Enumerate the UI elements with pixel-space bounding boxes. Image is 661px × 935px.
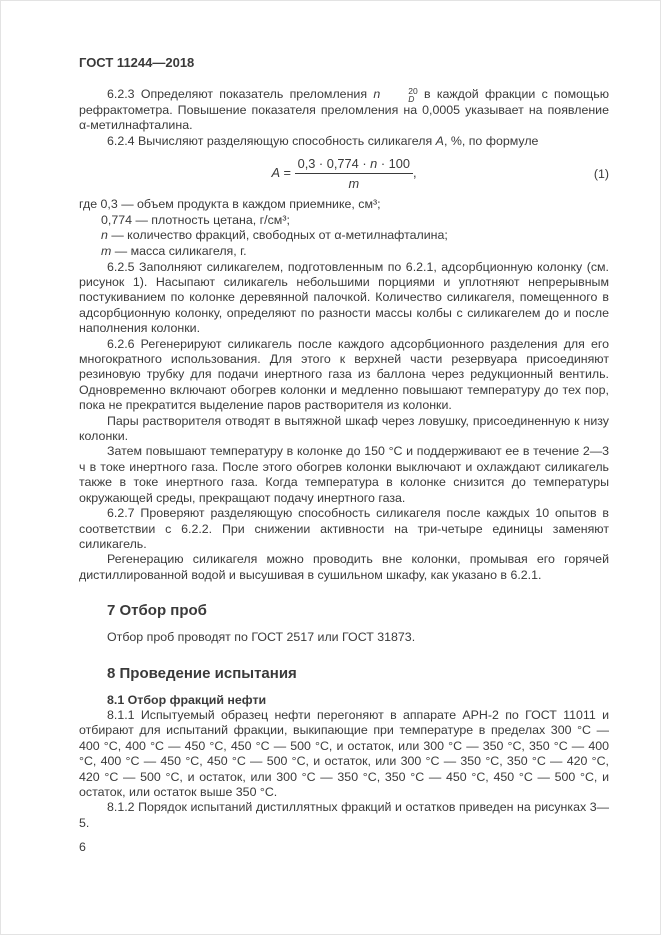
paragraph-6-2-4 — [79, 134, 609, 149]
page-content — [79, 55, 609, 831]
refraction-index-supsub — [380, 87, 417, 103]
paragraph-6-2-5: 6.2.5 Заполняют силикагелем, подготовленным по 6.2.1, адсорбционную колонку (см. рисунок 1). Насыпают силикагель небольшими порциями и уплотняют непрерывным постукиванием по колонке деревянной палочкой. Количество силикагеля, помещенного в адсорбционную колонку, определяют по разности массы колбы с силикагелем до и после наполнения колонки. — [79, 259, 609, 336]
doc-id: ГОСТ 11244—2018 — [79, 55, 195, 70]
refraction-index-symbol: n — [373, 87, 381, 101]
paragraph-regeneration: Регенерацию силикагеля можно проводить вне колонки, промывая его горячей дистиллированной водой и высушивая в сушильном шкафу, как указано в 6.2.1. — [79, 552, 609, 582]
paragraph-6-2-3-text-1: 6.2.3 Определяют показатель преломления — [107, 87, 374, 101]
page-number: 6 — [79, 840, 86, 854]
formula-comma: , — [413, 165, 417, 181]
definition-m-term: m — [101, 244, 112, 258]
refraction-index-superscript: 20 — [408, 86, 418, 96]
definition-n-term: n — [101, 228, 108, 243]
paragraph-7-sampling: Отбор проб проводят по ГОСТ 2517 или ГОСТ 31873. — [107, 630, 416, 645]
definition-density-term: 0,774 — [101, 212, 133, 227]
formula-numerator — [295, 156, 413, 174]
paragraph-6-2-4-text-2: , %, по формуле — [443, 133, 539, 148]
paragraph-6-2-3-text-2: в каждой фракции с помощью рефрактометра. Повышение показателя преломления на 0,0005 указывает на появление α-метилнафталина. — [79, 87, 610, 133]
definition-density — [79, 213, 609, 229]
formula-numerator-text-2: · 100 — [377, 156, 410, 172]
refraction-index-subscript: D — [408, 94, 415, 104]
definition-m-desc: — масса силикагеля, г. — [111, 244, 247, 258]
formula-lhs: A — [271, 165, 280, 181]
formula-definitions — [79, 197, 609, 259]
formula-variable-n: n — [370, 156, 378, 172]
definition-volume-prefix: где — [79, 197, 101, 212]
paragraph-6-2-4-text-1: 6.2.4 Вычисляют разделяющую способность силикагеля — [107, 133, 436, 148]
section-heading-7: 7 Отбор проб — [107, 602, 207, 620]
formula-denominator: m — [348, 176, 360, 192]
definition-n-desc: — количество фракций, свободных от α-метилнафталина; — [107, 228, 448, 243]
formula-equals: = — [279, 165, 295, 181]
subsection-heading-8-1: 8.1 Отбор фракций нефти — [107, 692, 267, 707]
formula-1 — [79, 156, 609, 191]
paragraph-temperature: Затем повышают температуру в колонке до 150 °С и поддерживают ее в течение 2—3 ч в токе инертного газа. После этого обогрев колонки выключают и охлаждают силикагель также в токе инертного газа. Когда температура в колонке снизится до температуры окружающей среды, прекращают подачу инертного газа. — [79, 444, 609, 505]
definition-volume-term: 0,3 — [100, 197, 118, 212]
paragraph-6-2-6: 6.2.6 Регенерируют силикагель после каждого адсорбционного разделения для его многократного использования. Для этого к верхней части резервуара присоединяют резиновую трубку для подачи инертного газа из баллона через редукционный вентиль. Одновременно включают обогрев колонки и медленно повышают температуру до тех пор, пока не прекратится выделение паров растворителя из колонки. — [79, 336, 609, 413]
paragraph-6-2-3 — [79, 87, 609, 134]
definition-n — [79, 228, 609, 244]
paragraph-vapors: Пары растворителя отводят в вытяжной шкаф через ловушку, присоединенную к низу колонки. — [79, 413, 609, 444]
definition-volume — [79, 197, 609, 213]
formula-fraction — [295, 156, 413, 191]
variable-A: A — [435, 133, 444, 148]
formula-numerator-text-1: 0,3 · 0,774 · — [297, 156, 371, 172]
paragraph-6-2-7: 6.2.7 Проверяют разделяющую способность силикагеля после каждых 10 опытов в соответствии с 6.2.2. При снижении активности на три-четыре единицы заменяют силикагель. — [79, 506, 609, 551]
definition-m — [79, 244, 609, 260]
paragraph-8-1-1: 8.1.1 Испытуемый образец нефти перегоняют в аппарате АРН-2 по ГОСТ 11011 и отбирают для испытаний фракции, выкипающие при температуре в пределах 300 °С — 400 °С, 400 °С — 450 °С, 450 °С — 500 °С, и остаток, или 300 °С — 350 °С, 350 °С — 400 °С, 400 °С — 450 °С, 450 °С — 500 °С, и остаток, или 300 °С — 350 °С, 350 °С — 420 °С, 420 °С — 500 °С, и остаток, или 300 °С — 350 °С, 350 °С — 450 °С, 450 °С — 500 °С, и остаток, или остаток выше 350 °С. — [79, 707, 609, 799]
paragraph-8-1-2: 8.1.2 Порядок испытаний дистиллятных фракций и остатков приведен на рисунках 3—5. — [79, 800, 609, 830]
definition-volume-desc: — объем продукта в каждом приемнике, см³; — [117, 197, 381, 212]
formula-number: (1) — [593, 166, 609, 181]
section-heading-8: 8 Проведение испытания — [107, 664, 297, 682]
definition-density-desc: — плотность цетана, г/см³; — [132, 212, 290, 227]
